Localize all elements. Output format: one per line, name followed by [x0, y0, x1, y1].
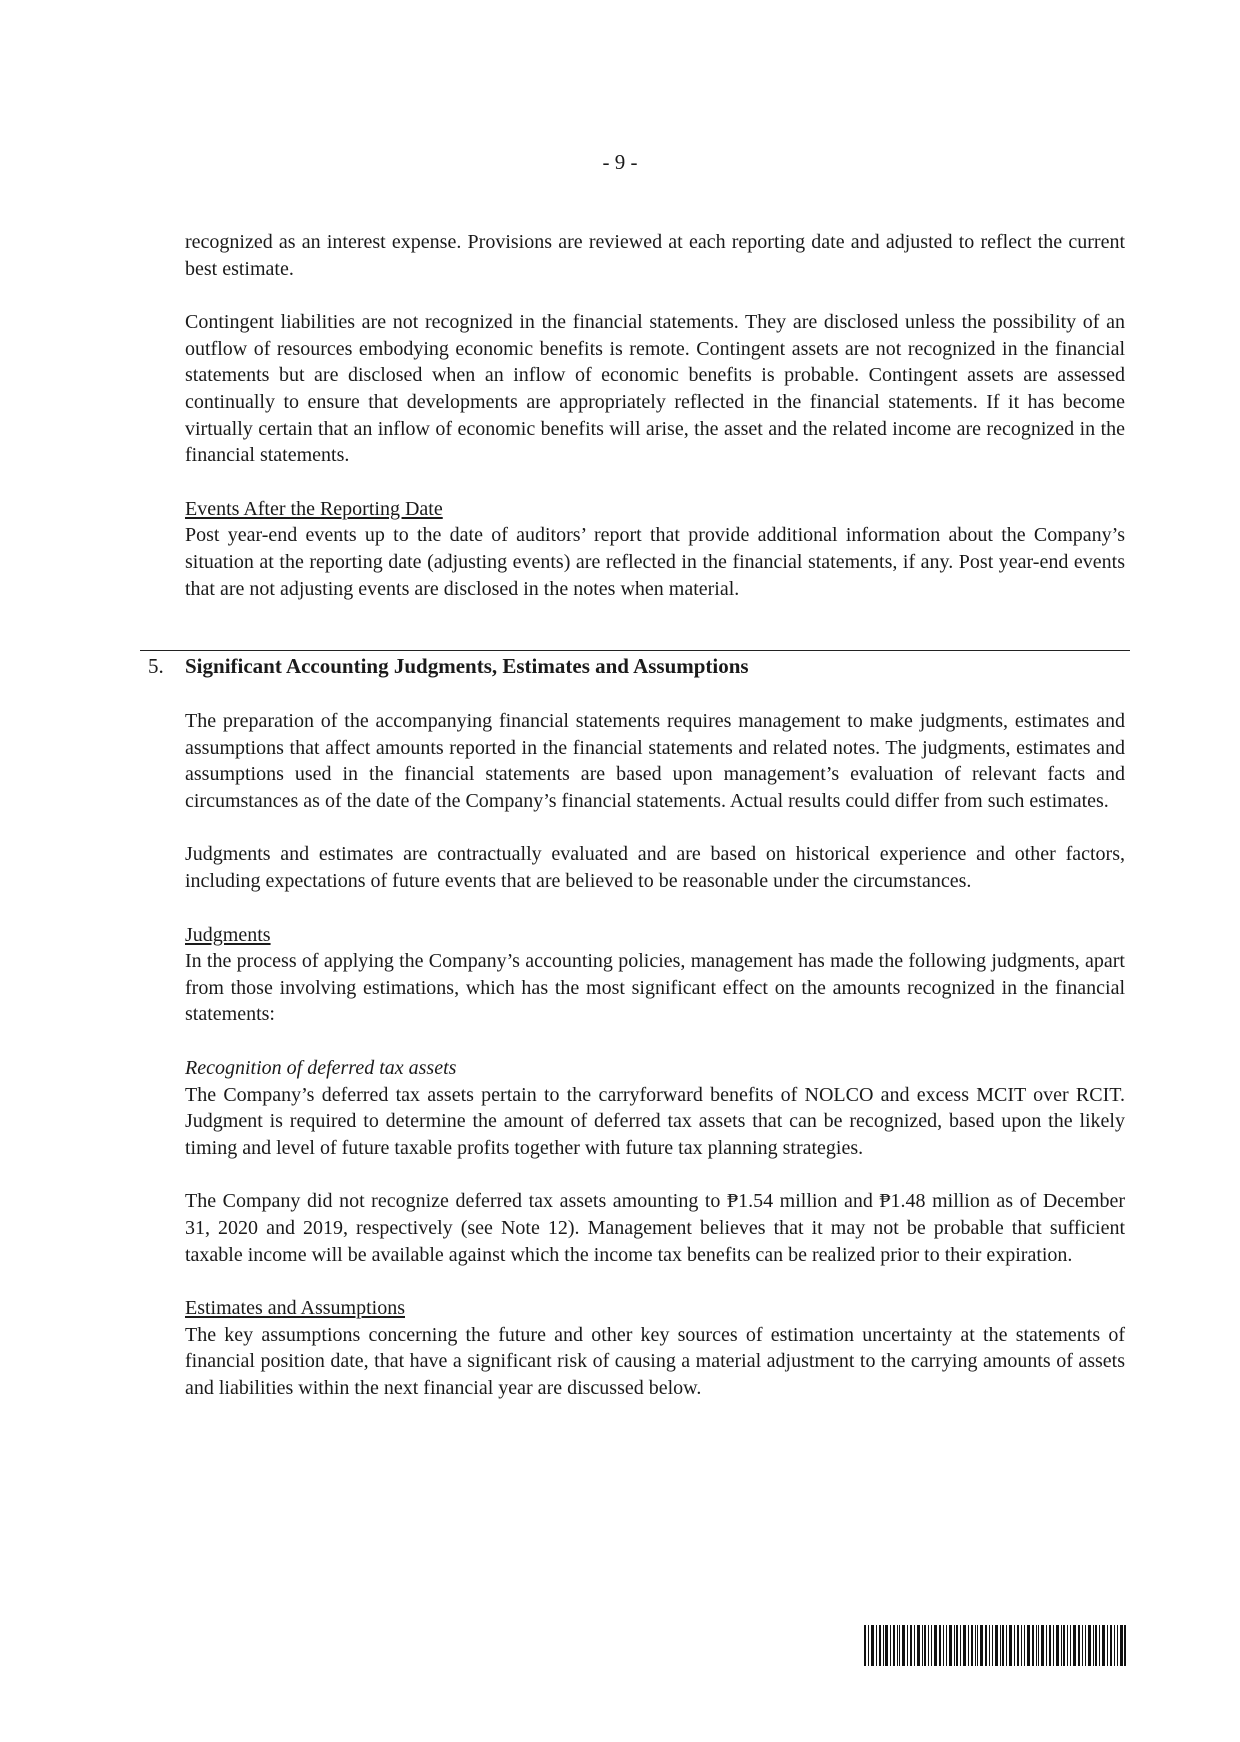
paragraph-preparation: The preparation of the accompanying financial statements requires management to make judgments, estimates and assumptions that affect amounts reported in the financial statements and related notes. The judgments, estimates and assumptions used in the financial statements are based upon management’s evaluation of relevant facts and circumstances as of the date of the Company’s financial statements. Actual results could differ from such estimates. [185, 710, 1125, 812]
section-5-body [185, 708, 1125, 1401]
heading-estimates-assumptions: Estimates and Assumptions [185, 1297, 405, 1320]
heading-judgments: Judgments [185, 923, 271, 946]
section-number: 5. [148, 654, 164, 678]
paragraph-provisions: recognized as an interest expense. Provisions are reviewed at each reporting date and adjusted to reflect the current best estimate. [185, 231, 1125, 280]
paragraph-judgments: In the process of applying the Company’s accounting policies, management has made the following judgments, apart from those involving estimations, which has the most significant effect on the amounts recognized in the financial statements: [185, 950, 1125, 1026]
paragraph-deferred-tax: The Company’s deferred tax assets pertain to the carryforward benefits of NOLCO and excess MCIT over RCIT. Judgment is required to determine the amount of deferred tax assets that can be recognized, based upon the likely timing and level of future taxable profits together with future tax planning strategies. [185, 1083, 1125, 1159]
paragraph-estimates: The key assumptions concerning the future and other key sources of estimation uncertainty at the statements of financial position date, that have a significant risk of causing a material adjustment to the carrying amounts of assets and liabilities within the next financial year are discussed below. [185, 1323, 1125, 1399]
heading-deferred-tax: Recognition of deferred tax assets [185, 1056, 457, 1079]
section-divider [140, 650, 1130, 651]
paragraph-deferred-tax-amounts: The Company did not recognize deferred tax assets amounting to ₱1.54 million and ₱1.48 million as of December 31, 2020 and 2019, respectively (see Note 12). Management believes that it may not be probable that sufficient taxable income will be available against which the income tax benefits can be realized prior to their expiration. [185, 1190, 1125, 1266]
paragraph-events: Post year-end events up to the date of auditors’ report that provide additional information about the Company’s situation at the reporting date (adjusting events) are reflected in the financial statements, if any. Post year-end events that are not adjusting events are disclosed in the notes when material. [185, 524, 1125, 600]
section-5-title [148, 652, 749, 680]
page-number: - 9 - [602, 150, 638, 174]
paragraph-judgments-estimates: Judgments and estimates are contractually evaluated and are based on historical experience and other factors, including expectations of future events that are believed to be reasonable under the circumstances. [185, 843, 1125, 892]
barcode-icon [864, 1625, 1126, 1666]
section-title-text: Significant Accounting Judgments, Estimates and Assumptions [185, 654, 749, 678]
top-content [185, 229, 1125, 602]
paragraph-contingent: Contingent liabilities are not recognized in the financial statements. They are disclosed unless the possibility of an outflow of resources embodying economic benefits is remote. Contingent assets are not recognized in the financial statements but are disclosed when an inflow of economic benefits is probable. Contingent assets are assessed continually to ensure that developments are appropriately reflected in the financial statements. If it has become virtually certain that an inflow of economic benefits will arise, the asset and the related income are recognized in the financial statements. [185, 311, 1125, 467]
heading-events-after-reporting-date: Events After the Reporting Date [185, 497, 443, 520]
